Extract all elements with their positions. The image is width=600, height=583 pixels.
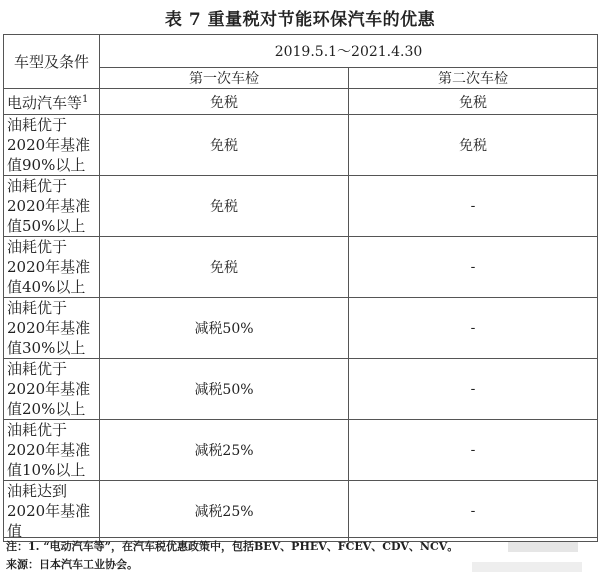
header-first-inspection: 第一次车检 — [100, 68, 349, 89]
header-second-inspection: 第二次车检 — [349, 68, 598, 89]
tax-table — [3, 34, 598, 542]
table-row — [4, 237, 598, 298]
condition-cell: 油耗达到 2020年基准 值 — [4, 481, 100, 542]
table-row — [4, 298, 598, 359]
table-row — [4, 89, 598, 115]
first-inspection-cell: 免税 — [100, 176, 349, 237]
table-title: 表 7 重量税对节能环保汽车的优惠 — [164, 10, 436, 30]
condition-cell: 油耗优于 2020年基准 值90%以上 — [4, 115, 100, 176]
footnote-1: 注：1. “电动汽车等”，在汽车税优惠政策中，包括BEV、PHEV、FCEV、CDV、NCV。 — [6, 540, 459, 553]
watermark-blur — [508, 542, 578, 552]
watermark-blur — [472, 562, 582, 572]
second-inspection-cell: 免税 — [349, 115, 598, 176]
table-row — [4, 359, 598, 420]
condition-cell: 油耗优于 2020年基准 值40%以上 — [4, 237, 100, 298]
first-inspection-cell: 免税 — [100, 237, 349, 298]
table-row — [4, 420, 598, 481]
condition-cell: 电动汽车等$^1$ — [4, 89, 100, 115]
table-row — [4, 176, 598, 237]
first-inspection-cell: 减税25% — [100, 481, 349, 542]
first-inspection-cell: 减税25% — [100, 420, 349, 481]
table-row — [4, 115, 598, 176]
first-inspection-cell: 减税50% — [100, 298, 349, 359]
first-inspection-cell: 减税50% — [100, 359, 349, 420]
second-inspection-cell: 免税 — [349, 89, 598, 115]
condition-cell: 油耗优于 2020年基准 值50%以上 — [4, 176, 100, 237]
second-inspection-cell: - — [349, 481, 598, 542]
condition-cell: 油耗优于 2020年基准 值30%以上 — [4, 298, 100, 359]
first-inspection-cell: 免税 — [100, 115, 349, 176]
first-inspection-cell: 免税 — [100, 89, 349, 115]
second-inspection-cell: - — [349, 176, 598, 237]
condition-cell: 油耗优于 2020年基准 值20%以上 — [4, 359, 100, 420]
header-condition: 车型及条件 — [4, 35, 100, 89]
header-period: 2019.5.1～2021.4.30 — [100, 35, 598, 68]
table-row — [4, 481, 598, 542]
second-inspection-cell: - — [349, 420, 598, 481]
source-note: 来源：日本汽车工业协会。 — [6, 558, 138, 571]
second-inspection-cell: - — [349, 237, 598, 298]
second-inspection-cell: - — [349, 359, 598, 420]
second-inspection-cell: - — [349, 298, 598, 359]
condition-cell: 油耗优于 2020年基准 值10%以上 — [4, 420, 100, 481]
